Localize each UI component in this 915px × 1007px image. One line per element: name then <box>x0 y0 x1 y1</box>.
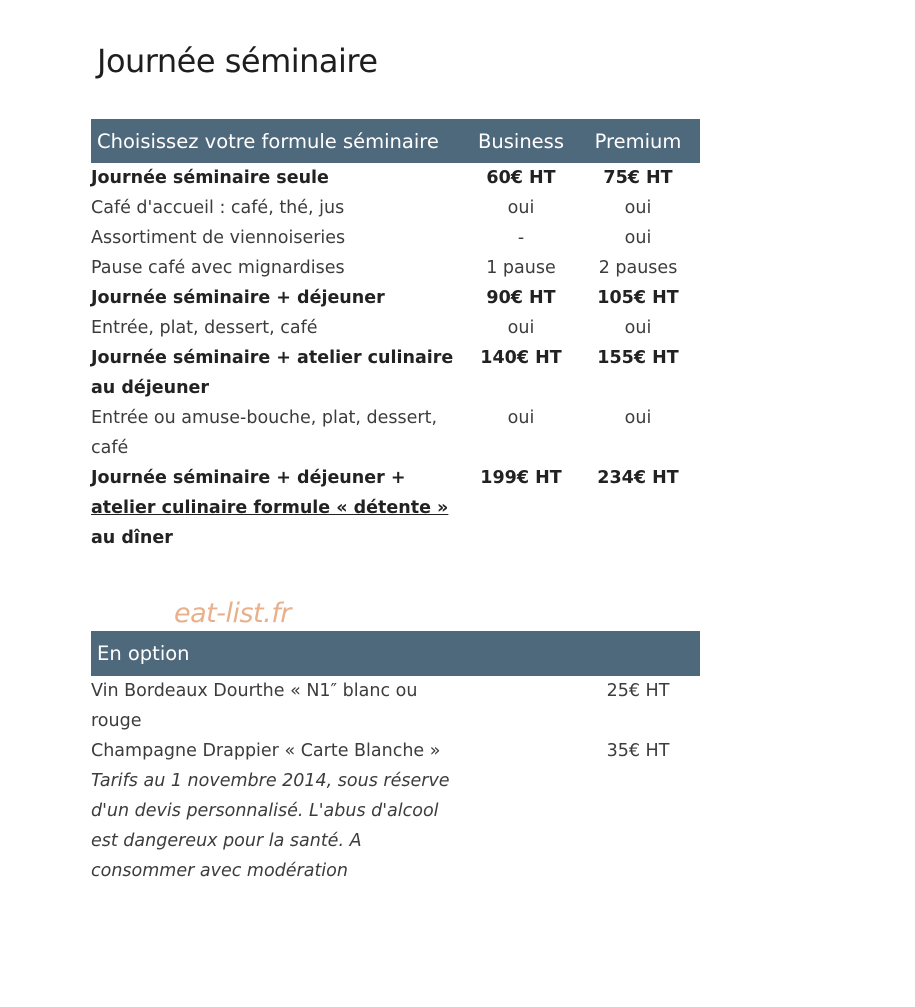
row-label: Journée séminaire seule <box>91 168 329 188</box>
option-label: Champagne Drappier « Carte Blanche » <box>91 741 441 761</box>
table-row <box>91 343 700 403</box>
options-header-row <box>91 631 700 676</box>
row-label-text: au dîner <box>91 528 173 548</box>
row-premium-value: 234€ HT <box>597 468 679 488</box>
option-spacer <box>466 766 576 886</box>
row-label: Assortiment de viennoiseries <box>91 228 346 248</box>
option-spacer <box>466 676 576 736</box>
row-business-value: - <box>517 228 525 248</box>
option-spacer <box>576 766 700 886</box>
option-price: 25€ HT <box>606 681 670 701</box>
table-row <box>91 253 700 283</box>
option-label: Vin Bordeaux Dourthe « N1″ blanc ou rouge <box>91 681 418 731</box>
header-premium: Premium <box>576 119 700 163</box>
watermark: eat-list.fr <box>174 598 291 629</box>
pricing-note: Tarifs au 1 novembre 2014, sous réserve d'un devis personnalisé. L'abus d'alcool est dangereux pour la santé. A consommer avec modération <box>91 771 450 881</box>
row-label <box>91 463 466 553</box>
table-header-row <box>91 119 700 163</box>
table-row <box>91 676 700 736</box>
table-row <box>91 766 700 886</box>
header-formula: Choisissez votre formule séminaire <box>91 119 466 163</box>
row-premium-value: oui <box>624 408 652 428</box>
page-title: Journée séminaire <box>97 42 378 80</box>
row-label: Entrée, plat, dessert, café <box>91 318 318 338</box>
row-business-value: oui <box>507 408 535 428</box>
row-label: Journée séminaire + déjeuner <box>91 288 385 308</box>
row-label-text: Journée séminaire + déjeuner + <box>91 468 406 488</box>
row-business-value: 199€ HT <box>480 468 562 488</box>
option-spacer <box>466 736 576 766</box>
row-premium-value: oui <box>624 228 652 248</box>
options-table <box>91 631 700 886</box>
row-premium-value: 155€ HT <box>597 348 679 368</box>
table-row <box>91 193 700 223</box>
atelier-detente-link[interactable]: atelier culinaire formule « détente » <box>91 498 449 518</box>
row-premium-value: oui <box>624 318 652 338</box>
table-row <box>91 403 700 463</box>
row-label: Pause café avec mignardises <box>91 258 345 278</box>
seminar-formula-table <box>91 119 700 553</box>
row-label: Café d'accueil : café, thé, jus <box>91 198 345 218</box>
row-business-value: 60€ HT <box>486 168 556 188</box>
row-business-value: 90€ HT <box>486 288 556 308</box>
row-business-value: 1 pause <box>486 258 556 278</box>
table-row <box>91 283 700 313</box>
row-business-value: oui <box>507 318 535 338</box>
row-premium-value: 75€ HT <box>603 168 673 188</box>
header-business: Business <box>466 119 576 163</box>
row-premium-value: oui <box>624 198 652 218</box>
table-row <box>91 463 700 553</box>
table-row <box>91 163 700 193</box>
row-label: Journée séminaire + atelier culinaire au déjeuner <box>91 348 454 398</box>
row-label: Entrée ou amuse-bouche, plat, dessert, café <box>91 408 438 458</box>
row-premium-value: 105€ HT <box>597 288 679 308</box>
header-options: En option <box>91 631 700 676</box>
row-premium-value: 2 pauses <box>598 258 678 278</box>
option-price: 35€ HT <box>606 741 670 761</box>
table-row <box>91 313 700 343</box>
table-row <box>91 736 700 766</box>
row-business-value: oui <box>507 198 535 218</box>
table-row <box>91 223 700 253</box>
row-business-value: 140€ HT <box>480 348 562 368</box>
